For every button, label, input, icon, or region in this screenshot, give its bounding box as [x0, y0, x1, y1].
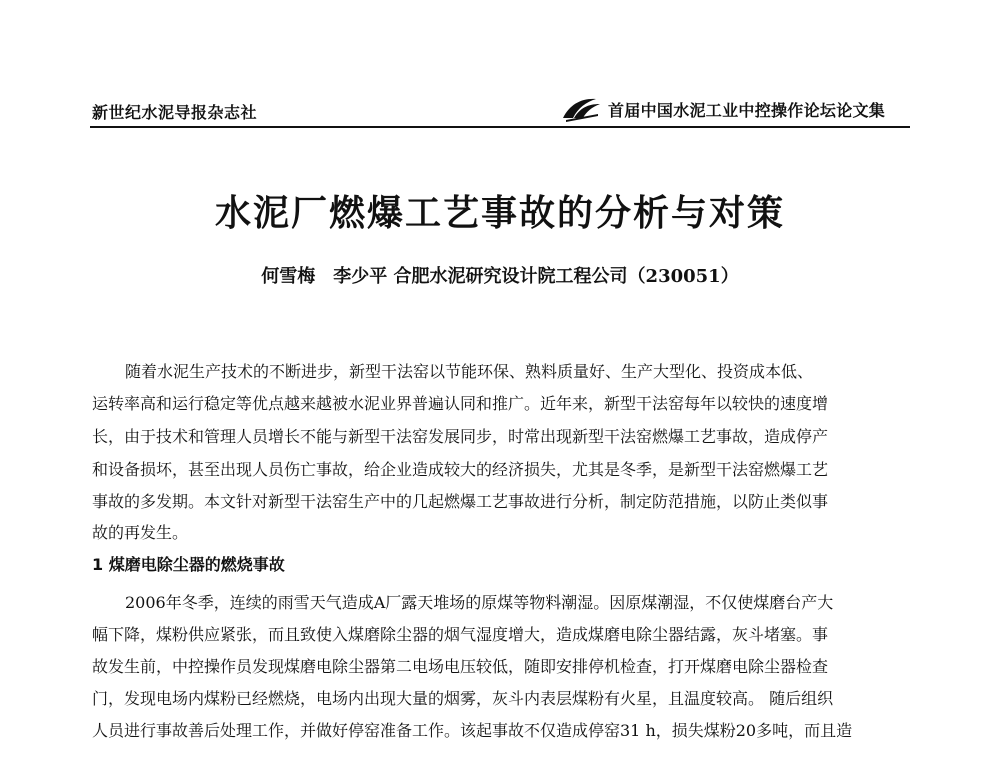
- intro-line: 随着水泥生产技术的不断进步，新型干法窑以节能环保、熟料质量好、生产大型化、投资成本低、: [125, 362, 814, 381]
- section-line: 幅下降，煤粉供应紧张，而且致使入煤磨除尘器的烟气湿度增大，造成煤磨电除尘器结露，灰斗堵塞。事: [92, 625, 829, 644]
- intro-line: 事故的多发期。本文针对新型干法窑生产中的几起燃爆工艺事故进行分析，制定防范措施，以防止类似事: [92, 492, 829, 511]
- section-line: 故发生前，中控操作员发现煤磨电除尘器第二电场电压较低，随即安排停机检查，打开煤磨电除尘器检查: [92, 657, 829, 676]
- proceedings-title: 首届中国水泥工业中控操作论坛论文集: [608, 100, 886, 120]
- intro-line: 和设备损坏，甚至出现人员伤亡事故，给企业造成较大的经济损失，尤其是冬季，是新型干法窑燃爆工艺: [92, 460, 829, 479]
- intro-line: 故的再发生。: [92, 523, 189, 542]
- intro-line: 运转率高和运行稳定等优点越来越被水泥业界普遍认同和推广。近年来，新型干法窑每年以较快的速度增: [92, 394, 829, 413]
- proceedings-header: [560, 96, 885, 122]
- section-heading: 1 煤磨电除尘器的燃烧事故: [92, 555, 285, 574]
- intro-line: 长，由于技术和管理人员增长不能与新型干法窑发展同步，时常出现新型干法窑燃爆工艺事故，造成停产: [92, 427, 829, 446]
- author-line: 何雪梅 李少平 合肥水泥研究设计院工程公司（230051）: [261, 266, 739, 287]
- paper-title: 水泥厂燃爆工艺事故的分析与对策: [214, 192, 785, 234]
- journal-publisher: 新世纪水泥导报杂志社: [92, 103, 258, 122]
- section-line: 人员进行事故善后处理工作，并做好停窑准备工作。该起事故不仅造成停窑31 h，损失煤粉20多吨，而且造: [92, 721, 853, 740]
- forum-logo-icon: [560, 96, 602, 122]
- header-divider: [90, 126, 910, 128]
- section-line: 门，发现电场内煤粉已经燃烧，电场内出现大量的烟雾，灰斗内表层煤粉有火星，且温度较高。 随后组织: [92, 689, 834, 708]
- section-line: 2006年冬季，连续的雨雪天气造成A厂露天堆场的原煤等物料潮湿。因原煤潮湿，不仅使煤磨台产大: [125, 593, 834, 612]
